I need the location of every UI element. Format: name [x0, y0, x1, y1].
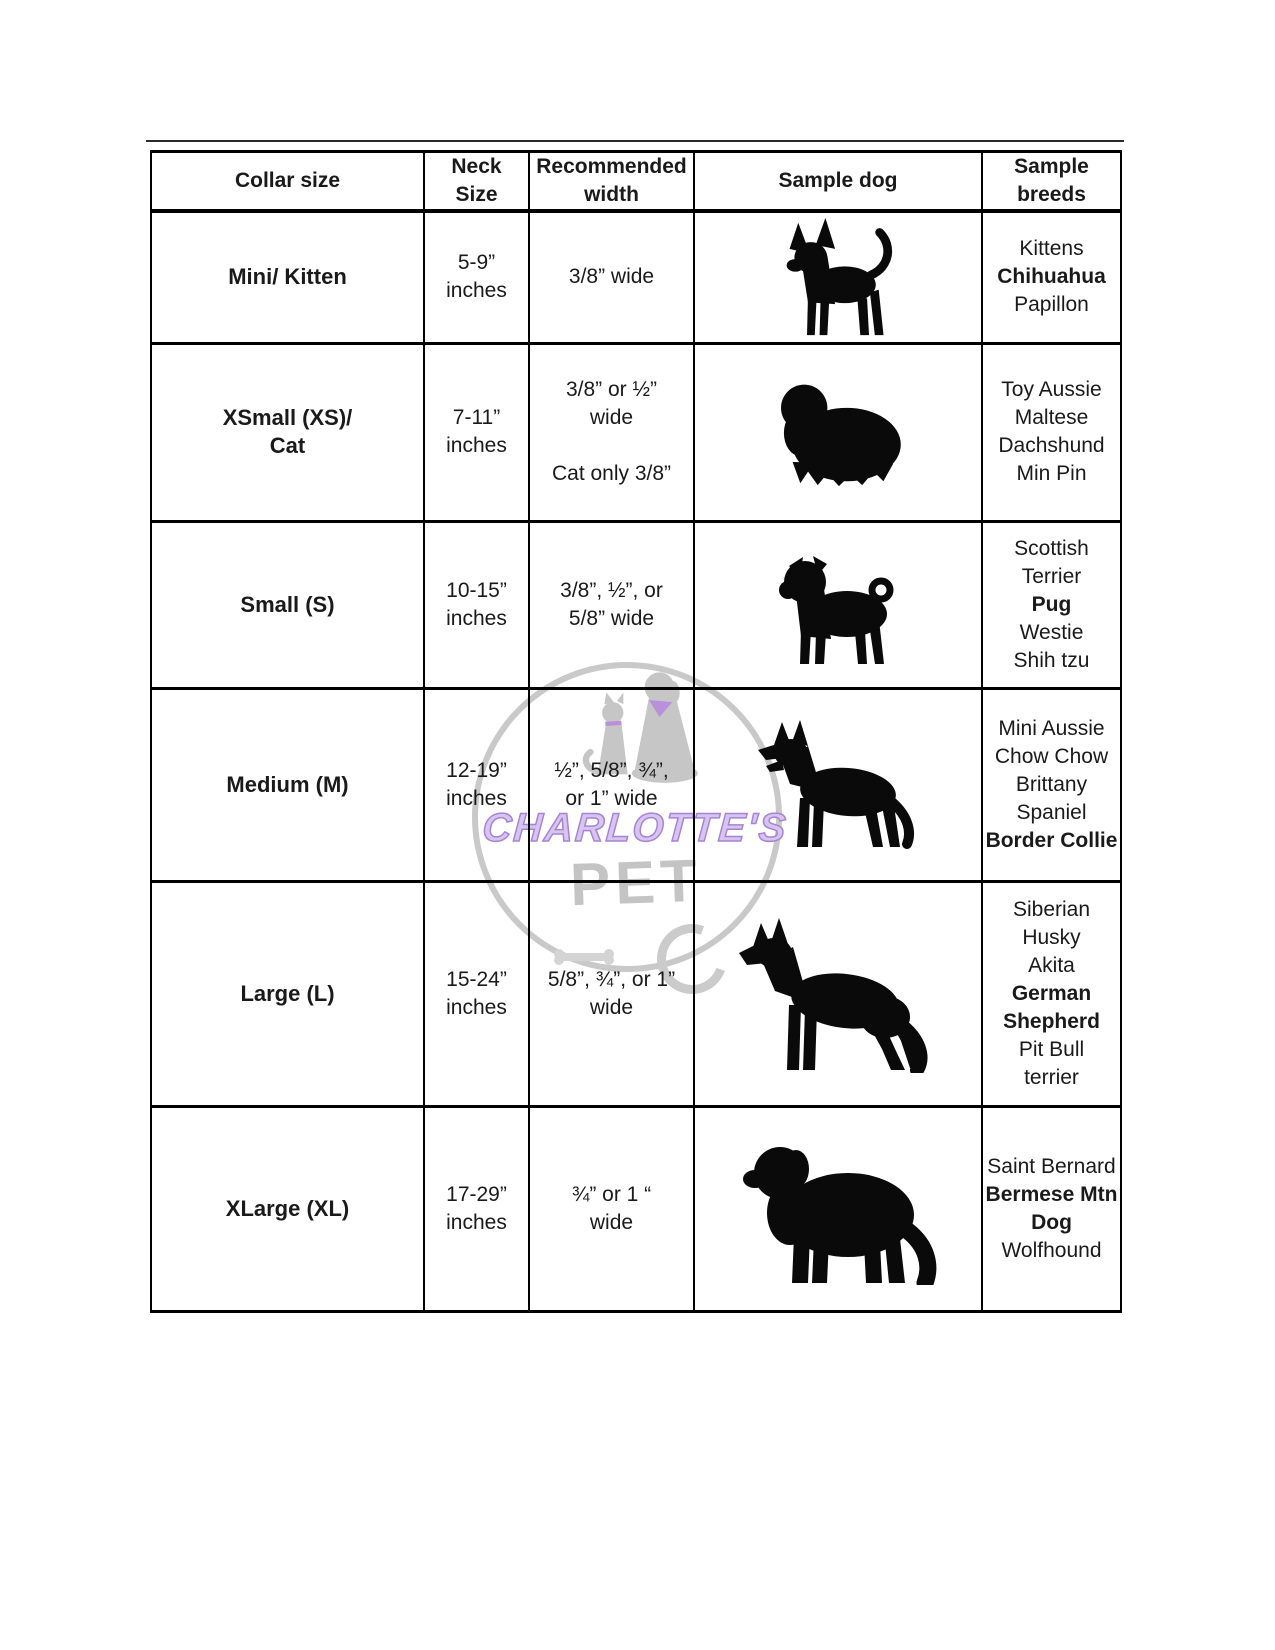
neck-size-cell	[424, 1106, 529, 1311]
breed: Saint Bernard	[987, 1154, 1116, 1178]
recommended-width-cell	[529, 211, 694, 343]
header-label: Size	[455, 183, 498, 206]
breed: Dachshund	[998, 434, 1105, 457]
sample-dog-cell	[694, 343, 982, 521]
recommended-width-cell	[529, 1106, 694, 1311]
shepherd-dog-silhouette-icon	[746, 720, 931, 850]
recommended-width-cell	[529, 688, 694, 881]
neck-size-unit: inches	[446, 606, 507, 630]
neck-size-unit: inches	[446, 995, 507, 1019]
width-value: ¾” or 1 “	[571, 1182, 652, 1206]
header-label: width	[584, 183, 639, 206]
neck-size-value: 15-24”	[446, 967, 507, 991]
recommended-width-cell	[529, 521, 694, 688]
column-header-sample-breeds	[982, 152, 1121, 212]
neck-size-cell	[424, 211, 529, 343]
sample-dog-cell	[694, 1106, 982, 1311]
neck-size-value: 7-11”	[452, 406, 501, 429]
collar-size-label: XLarge (XL)	[225, 1195, 350, 1221]
breed: Shih tzu	[1013, 648, 1090, 672]
header-label: breeds	[1017, 183, 1086, 206]
header-label: Recommended	[536, 155, 687, 178]
maltese-silhouette-icon	[765, 375, 911, 489]
dog-image-wrap	[695, 915, 981, 1073]
breed: Border Collie	[985, 828, 1118, 852]
breed: Min Pin	[1016, 462, 1087, 485]
sample-dog-cell	[694, 881, 982, 1106]
collar-size-cell	[151, 1106, 424, 1311]
neck-size-value: 10-15”	[446, 578, 507, 602]
breed: Scottish	[1014, 536, 1089, 560]
breed: Kittens	[1019, 237, 1084, 261]
german-shepherd-silhouette-icon	[733, 915, 943, 1073]
breed: Chow Chow	[994, 744, 1109, 768]
collar-size-cell	[151, 211, 424, 343]
width-value: ½”, 5/8”, ¾”,	[554, 758, 669, 782]
breed: Pug	[1031, 592, 1072, 616]
breed: Toy Aussie	[1001, 378, 1102, 401]
recommended-width-cell	[529, 881, 694, 1106]
width-value: 3/8” or ½”	[565, 378, 658, 401]
collar-size-cell	[151, 881, 424, 1106]
neck-size-cell	[424, 688, 529, 881]
column-header-neck-size	[424, 152, 529, 212]
neck-size-unit: inches	[446, 1210, 507, 1234]
width-value: or 1” wide	[565, 786, 658, 810]
collar-size-cell	[151, 343, 424, 521]
collar-size-label: XSmall (XS)/	[222, 405, 353, 430]
width-value: wide	[589, 1210, 634, 1234]
neck-size-unit: inches	[446, 434, 507, 457]
breed: Dog	[1031, 1210, 1072, 1234]
column-header-sample-dog	[694, 152, 982, 212]
breed: Maltese	[1014, 406, 1089, 429]
dog-image-wrap	[695, 375, 981, 489]
chihuahua-silhouette-icon	[775, 215, 901, 339]
sample-breeds-cell	[982, 1106, 1121, 1311]
sample-breeds-cell	[982, 881, 1121, 1106]
sample-dog-cell	[694, 211, 982, 343]
table-row-xsmall-cat	[151, 343, 1121, 521]
collar-size-cell	[151, 521, 424, 688]
breed: Terrier	[1021, 564, 1082, 588]
sample-dog-cell	[694, 688, 982, 881]
breed: Siberian	[1012, 897, 1091, 921]
width-value: wide	[589, 995, 634, 1019]
collar-size-label: Medium (M)	[226, 771, 349, 797]
table-row-xlarge	[151, 1106, 1121, 1311]
table-row-medium	[151, 688, 1121, 881]
collar-size-label: Small (S)	[240, 591, 335, 617]
collar-size-label: Mini/ Kitten	[228, 264, 347, 290]
neck-size-value: 5-9”	[457, 251, 496, 275]
sample-dog-cell	[694, 521, 982, 688]
width-value: 5/8”, ¾”, or 1”	[547, 967, 676, 991]
breed: Shepherd	[1003, 1009, 1100, 1033]
table-row-small	[151, 521, 1121, 688]
breed: Bermese Mtn	[985, 1182, 1118, 1206]
width-value: 3/8” wide	[568, 265, 655, 289]
watermark-pet-text: PET	[569, 846, 703, 919]
header-label: Sample dog	[778, 169, 898, 192]
watermark-brand-text: CHARLOTTE'S	[481, 806, 789, 850]
collar-size-label: Cat	[269, 433, 306, 458]
collar-size-cell	[151, 688, 424, 881]
width-note: Cat only 3/8”	[551, 462, 672, 485]
breed: Papillon	[1014, 293, 1089, 317]
dog-image-wrap	[695, 215, 981, 339]
sample-breeds-cell	[982, 211, 1121, 343]
dog-image-wrap	[695, 720, 981, 850]
collar-size-label: Large (L)	[240, 980, 335, 1006]
bernese-mountain-dog-silhouette-icon	[736, 1133, 941, 1285]
neck-size-value: 17-29”	[446, 1182, 507, 1206]
width-value: 3/8”, ½”, or	[560, 578, 663, 602]
width-value: 5/8” wide	[568, 606, 655, 630]
dog-image-wrap	[695, 544, 981, 666]
breed: Westie	[1019, 620, 1084, 644]
breed: Spaniel	[1016, 800, 1087, 824]
header-label: Sample	[1014, 155, 1089, 178]
table-row-mini-kitten	[151, 211, 1121, 343]
neck-size-value: 12-19”	[446, 758, 507, 782]
dog-image-wrap	[695, 1133, 981, 1285]
breed: Brittany	[1015, 772, 1088, 796]
pug-silhouette-icon	[763, 544, 913, 666]
breed: Wolfhound	[1001, 1238, 1102, 1262]
breed: Mini Aussie	[998, 716, 1105, 740]
neck-size-unit: inches	[446, 786, 507, 810]
neck-size-unit: inches	[446, 279, 507, 303]
sample-breeds-cell	[982, 343, 1121, 521]
column-header-collar-size	[151, 152, 424, 212]
width-value: wide	[589, 406, 634, 429]
breed: German	[1011, 981, 1092, 1005]
sample-breeds-cell	[982, 521, 1121, 688]
table-row-large	[151, 881, 1121, 1106]
header-label: Collar size	[234, 169, 341, 192]
breed: Akita	[1028, 953, 1075, 977]
neck-size-cell	[424, 881, 529, 1106]
neck-size-cell	[424, 521, 529, 688]
neck-size-cell	[424, 343, 529, 521]
collar-size-chart-table	[150, 150, 1122, 1313]
column-header-recommended-width	[529, 152, 694, 212]
spacer-line	[530, 432, 693, 460]
breed: terrier	[1024, 1065, 1079, 1089]
header-label: Neck	[451, 155, 502, 178]
sample-breeds-cell	[982, 688, 1121, 881]
breed: Pit Bull	[1018, 1037, 1085, 1061]
header-row	[151, 152, 1121, 212]
breed: Husky	[1022, 925, 1081, 949]
recommended-width-cell	[529, 343, 694, 521]
breed: Chihuahua	[997, 265, 1106, 289]
